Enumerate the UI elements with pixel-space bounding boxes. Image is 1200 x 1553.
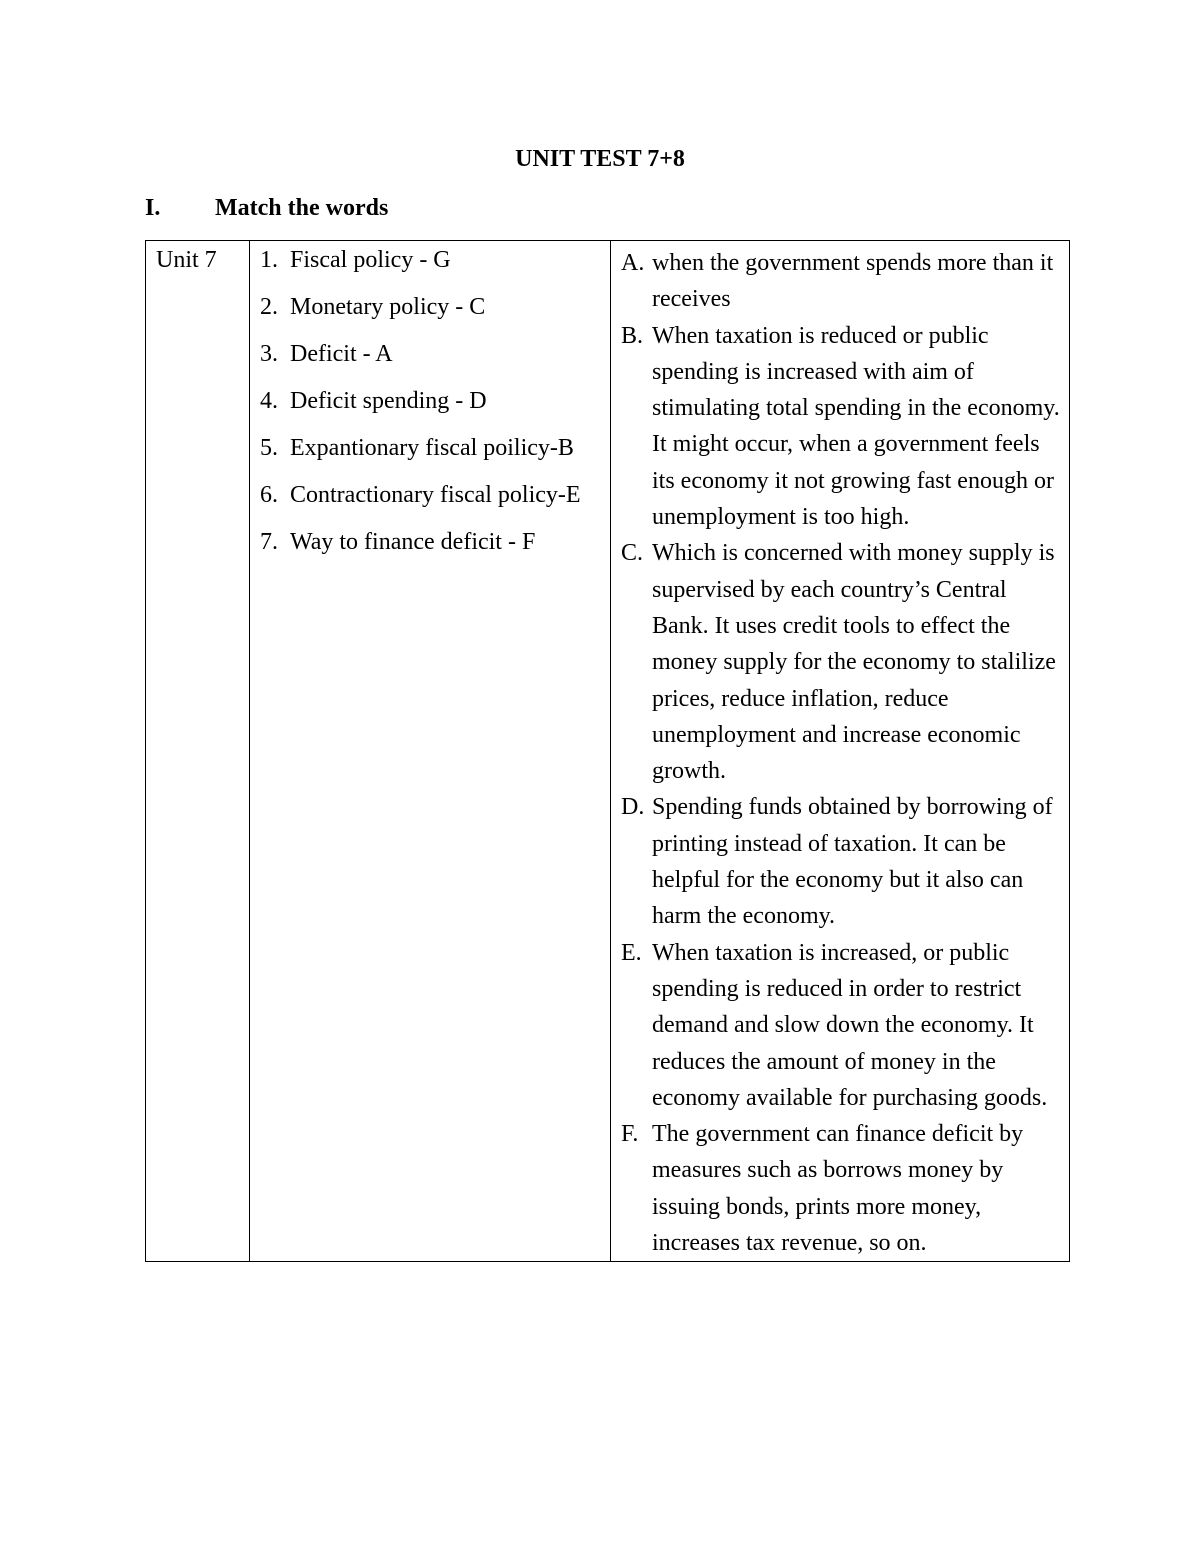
term-item bbox=[260, 511, 610, 574]
definition-letter: E. bbox=[621, 939, 642, 966]
definition-text: When taxation is increased, or public spending is reduced in order to restrict demand and slow down the economy. It reduces the amount of money in the economy available for purchasing goods. bbox=[652, 939, 1048, 1111]
term-number: 1. bbox=[260, 247, 278, 273]
definition-item bbox=[621, 245, 1063, 318]
section-title: Match the words bbox=[215, 195, 389, 221]
definition-item bbox=[621, 789, 1063, 934]
definitions-list bbox=[611, 241, 1069, 1261]
term-text: Deficit spending - D bbox=[290, 388, 487, 414]
terms-list bbox=[250, 241, 610, 574]
definition-text: when the government spends more than it receives bbox=[652, 250, 1054, 313]
section-heading bbox=[145, 193, 388, 223]
definition-letter: F. bbox=[621, 1121, 639, 1148]
term-number: 6. bbox=[260, 482, 278, 508]
term-text: Contractionary fiscal policy-E bbox=[290, 482, 581, 508]
term-text: Monetary policy - C bbox=[290, 294, 486, 320]
term-number: 3. bbox=[260, 341, 278, 367]
definition-text: When taxation is reduced or public spending is increased with aim of stimulating total spending in the economy. It might occur, when a government feels its economy it not growing fast enough or unemployment is too high. bbox=[652, 322, 1060, 531]
unit-cell: Unit 7 bbox=[146, 241, 250, 1262]
page-title: UNIT TEST 7+8 bbox=[515, 146, 685, 172]
definition-letter: B. bbox=[621, 322, 644, 349]
definition-item bbox=[621, 535, 1063, 789]
term-text: Fiscal policy - G bbox=[290, 247, 451, 273]
definition-text: Which is concerned with money supply is supervised by each country’s Central Bank. It uses credit tools to effect the money supply for the economy to stalilize prices, reduce inflation, reduce unemployment and increase economic growth. bbox=[652, 540, 1056, 785]
definition-letter: C. bbox=[621, 540, 644, 567]
terms-cell bbox=[250, 241, 611, 1262]
definition-item bbox=[621, 1116, 1063, 1261]
definition-item bbox=[621, 935, 1063, 1116]
definitions-cell bbox=[611, 241, 1070, 1262]
definition-text: The government can finance deficit by measures such as borrows money by issuing bonds, prints more money, increases tax revenue, so on. bbox=[652, 1121, 1024, 1257]
definition-letter: A. bbox=[621, 250, 645, 276]
table-row bbox=[146, 241, 1070, 1262]
definition-item bbox=[621, 318, 1063, 536]
section-number: I. bbox=[145, 195, 161, 221]
definition-letter: D. bbox=[621, 794, 645, 821]
term-number: 4. bbox=[260, 388, 278, 414]
term-number: 5. bbox=[260, 435, 278, 461]
term-text: Deficit - A bbox=[290, 341, 393, 367]
term-number: 7. bbox=[260, 529, 278, 555]
term-number: 2. bbox=[260, 294, 278, 320]
definition-text: Spending funds obtained by borrowing of printing instead of taxation. It can be helpful for the economy but it also can harm the economy. bbox=[652, 794, 1053, 930]
term-text: Way to finance deficit - F bbox=[290, 529, 536, 555]
matching-table bbox=[145, 240, 1070, 1262]
term-text: Expantionary fiscal poilicy-B bbox=[290, 435, 574, 461]
